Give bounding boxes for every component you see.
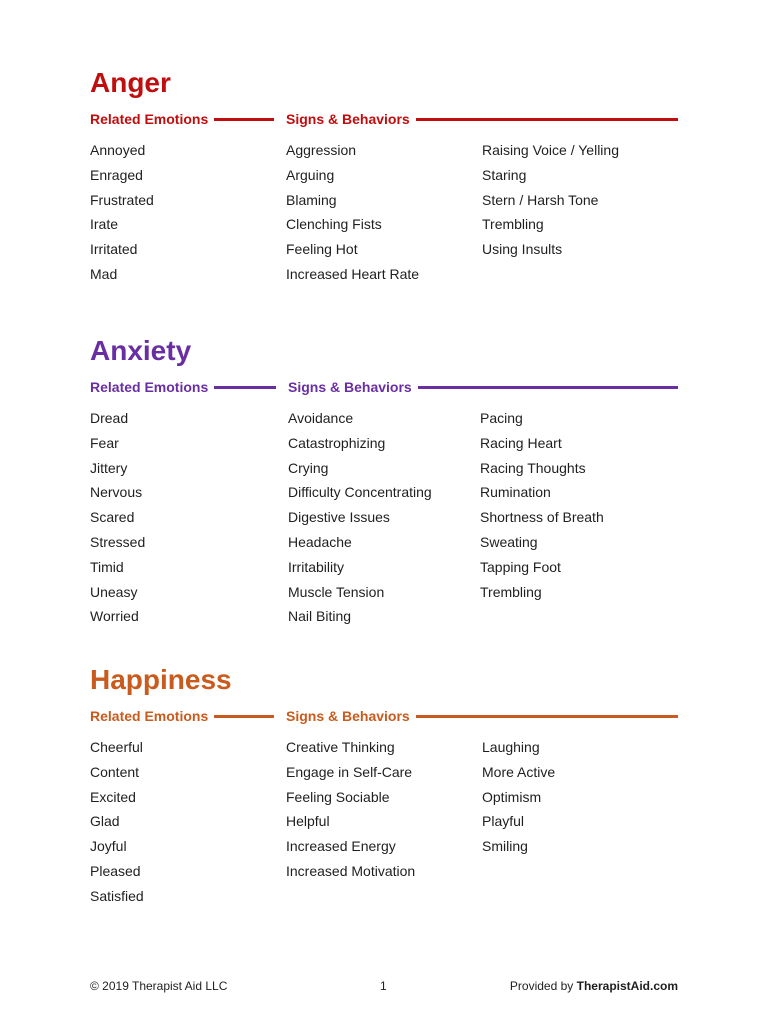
section-title: Anger xyxy=(90,67,171,98)
list-item: Smiling xyxy=(482,838,528,855)
list-item: Laughing xyxy=(482,739,540,755)
list-item: Nail Biting xyxy=(288,608,352,625)
list-item: Increased Heart Rate xyxy=(286,265,420,282)
column-header-row xyxy=(90,378,678,396)
divider-rule xyxy=(210,715,274,718)
list-item: Headache xyxy=(288,533,352,550)
list-item: Irritated xyxy=(90,241,138,258)
list-item: Racing Thoughts xyxy=(480,459,586,476)
signs-behaviors-list-2 xyxy=(480,406,604,604)
list-item: Difficulty Concentrating xyxy=(288,484,432,501)
related-emotions-list xyxy=(90,735,144,909)
signs-behaviors-header: Signs & Behaviors xyxy=(286,707,416,725)
list-item: Sweating xyxy=(480,533,538,550)
list-item: Tapping Foot xyxy=(480,558,561,575)
signs-behaviors-header: Signs & Behaviors xyxy=(288,378,418,396)
list-item: Rumination xyxy=(480,484,551,501)
list-item: Stern / Harsh Tone xyxy=(482,191,599,208)
signs-behaviors-list-2 xyxy=(482,138,619,262)
page-footer xyxy=(90,978,678,994)
list-item: Crying xyxy=(288,459,329,476)
signs-behaviors-list xyxy=(286,735,415,884)
related-emotions-list xyxy=(90,138,154,287)
section-title: Anxiety xyxy=(90,335,192,366)
list-item: Irate xyxy=(90,216,119,233)
page-number: 1 xyxy=(380,979,387,993)
list-item: Mad xyxy=(90,265,118,282)
list-item: Clenching Fists xyxy=(286,216,382,233)
related-emotions-list xyxy=(90,406,145,629)
provided-by-label: Provided by xyxy=(509,979,574,993)
list-item: Blaming xyxy=(286,191,337,208)
related-emotions-header: Related Emotions xyxy=(90,110,214,128)
divider-rule xyxy=(210,386,276,389)
list-item: Excited xyxy=(90,788,136,805)
list-item: Catastrophizing xyxy=(288,434,386,451)
list-item: Worried xyxy=(90,608,139,625)
list-item: Annoyed xyxy=(90,142,146,158)
divider-rule xyxy=(408,715,678,718)
section-title: Happiness xyxy=(90,664,232,695)
list-item: Aggression xyxy=(286,142,357,158)
list-item: Scared xyxy=(90,509,135,526)
list-item: Glad xyxy=(90,813,120,830)
divider-rule xyxy=(210,118,274,121)
list-item: Stressed xyxy=(90,533,146,550)
list-item: Muscle Tension xyxy=(288,583,385,600)
list-item: Cheerful xyxy=(90,739,143,755)
list-item: Racing Heart xyxy=(480,434,562,451)
column-header-row xyxy=(90,707,678,725)
list-item: Jittery xyxy=(90,459,128,476)
list-item: Joyful xyxy=(90,838,127,855)
list-item: Avoidance xyxy=(288,410,354,426)
divider-rule xyxy=(408,118,678,121)
list-item: Frustrated xyxy=(90,191,154,208)
related-emotions-header: Related Emotions xyxy=(90,378,214,396)
divider-rule xyxy=(410,386,678,389)
list-item: Trembling xyxy=(482,216,544,233)
signs-behaviors-list xyxy=(286,138,419,287)
list-item: Digestive Issues xyxy=(288,509,390,526)
list-item: Increased Motivation xyxy=(286,862,416,879)
list-item: Helpful xyxy=(286,813,330,830)
signs-behaviors-header: Signs & Behaviors xyxy=(286,110,416,128)
list-item: Creative Thinking xyxy=(286,739,395,755)
list-item: Staring xyxy=(482,166,527,183)
list-item: Optimism xyxy=(482,788,542,805)
list-item: Engage in Self-Care xyxy=(286,763,413,780)
list-item: Pleased xyxy=(90,862,141,879)
list-item: Feeling Sociable xyxy=(286,788,390,805)
list-item: Using Insults xyxy=(482,241,563,258)
list-item: Pacing xyxy=(480,410,523,426)
list-item: Arguing xyxy=(286,166,335,183)
list-item: Timid xyxy=(90,558,124,575)
list-item: Uneasy xyxy=(90,583,138,600)
list-item: Fear xyxy=(90,434,119,451)
provided-by xyxy=(510,978,678,994)
list-item: Dread xyxy=(90,410,129,426)
list-item: Feeling Hot xyxy=(286,241,358,258)
list-item: Satisfied xyxy=(90,887,144,904)
copyright-text: © 2019 Therapist Aid LLC xyxy=(90,979,228,993)
column-header-row xyxy=(90,110,678,128)
signs-behaviors-list xyxy=(288,406,432,629)
list-item: Trembling xyxy=(480,583,542,600)
list-item: More Active xyxy=(482,763,556,780)
list-item: Enraged xyxy=(90,166,143,183)
list-item: Shortness of Breath xyxy=(480,509,604,526)
list-item: Irritability xyxy=(288,558,345,575)
related-emotions-header: Related Emotions xyxy=(90,707,214,725)
list-item: Increased Energy xyxy=(286,838,396,855)
list-item: Raising Voice / Yelling xyxy=(482,142,619,158)
brand-link[interactable]: TherapistAid.com xyxy=(576,979,678,993)
list-item: Playful xyxy=(482,813,525,830)
signs-behaviors-list-2 xyxy=(482,735,555,859)
list-item: Content xyxy=(90,763,140,780)
list-item: Nervous xyxy=(90,484,143,501)
